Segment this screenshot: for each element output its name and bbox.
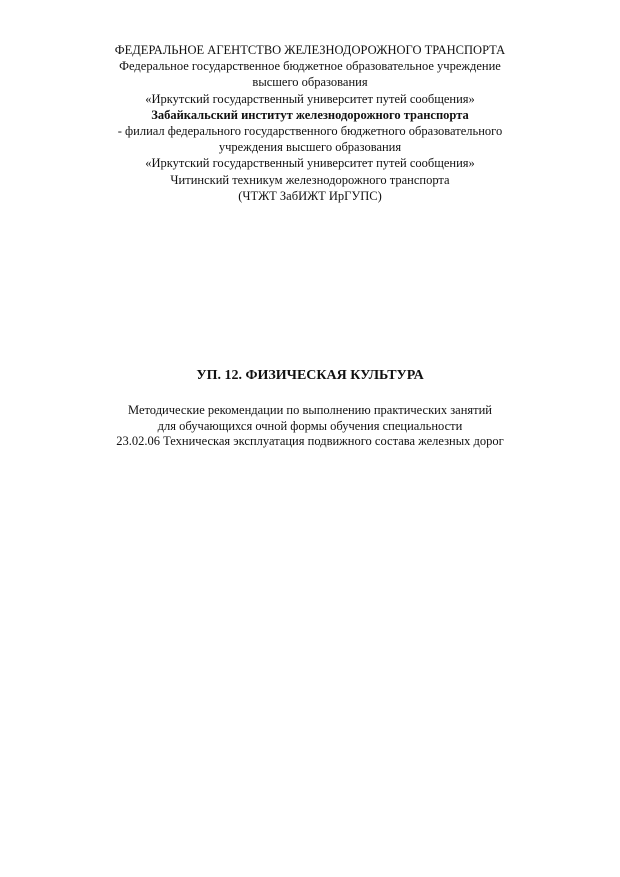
- description-line-2: для обучающихся очной формы обучения специальности: [157, 418, 463, 433]
- branch-line-1: - филиал федерального государственного бюджетного образовательного: [117, 124, 503, 139]
- document-title: УП. 12. ФИЗИЧЕСКАЯ КУЛЬТУРА: [196, 368, 424, 383]
- specialty-line: 23.02.06 Техническая эксплуатация подвижного состава железных дорог: [116, 434, 504, 448]
- institute-name: Забайкальский институт железнодорожного транспорта: [151, 107, 469, 122]
- document-description: [0, 403, 620, 450]
- description-line-1: Методические рекомендации по выполнению практических занятий: [128, 403, 492, 417]
- institution-type-line-2: высшего образования: [252, 75, 368, 90]
- college-name: Читинский техникум железнодорожного транспорта: [170, 172, 450, 187]
- organization-header: [0, 42, 620, 204]
- university-name-repeat: «Иркутский государственный университет путей сообщения»: [145, 156, 475, 171]
- college-abbreviation: (ЧТЖТ ЗабИЖТ ИрГУПС): [238, 188, 382, 203]
- branch-line-2: учреждения высшего образования: [218, 140, 402, 155]
- agency-name: ФЕДЕРАЛЬНОЕ АГЕНТСТВО ЖЕЛЕЗНОДОРОЖНОГО ТРАНСПОРТА: [114, 43, 506, 57]
- institution-type-line-1: Федеральное государственное бюджетное образовательное учреждение: [119, 59, 501, 74]
- university-name: «Иркутский государственный университет путей сообщения»: [145, 91, 475, 106]
